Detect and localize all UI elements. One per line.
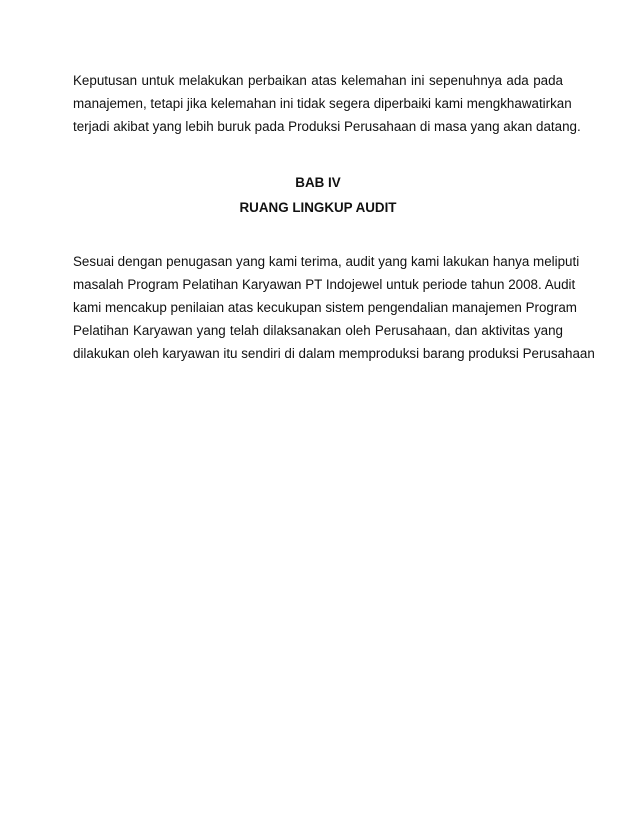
paragraph-line: terjadi akibat yang lebih buruk pada Produksi Perusahaan di masa yang akan datang. (73, 119, 581, 134)
paragraph-line: dilakukan oleh karyawan itu sendiri di dalam memproduksi barang produksi Perusahaan (73, 346, 595, 361)
paragraph-line: Pelatihan Karyawan yang telah dilaksanakan oleh Perusahaan, dan aktivitas yang (73, 323, 563, 338)
paragraph-line: manajemen, tetapi jika kelemahan ini tidak segera diperbaiki kami mengkhawatirkan (73, 96, 572, 111)
paragraph-management-decision (73, 69, 581, 138)
paragraph-line: Keputusan untuk melakukan perbaikan atas kelemahan ini sepenuhnya ada pada (73, 73, 563, 88)
paragraph-audit-scope (73, 250, 595, 365)
paragraph-line: masalah Program Pelatihan Karyawan PT Indojewel untuk periode tahun 2008. Audit (73, 277, 576, 292)
paragraph-line: kami mencakup penilaian atas kecukupan sistem pengendalian manajemen Program (73, 300, 577, 315)
chapter-title-heading: RUANG LINGKUP AUDIT (239, 200, 397, 215)
paragraph-line: Sesuai dengan penugasan yang kami terima, audit yang kami lakukan hanya meliputi (73, 254, 580, 269)
chapter-number-heading: BAB IV (295, 175, 341, 190)
